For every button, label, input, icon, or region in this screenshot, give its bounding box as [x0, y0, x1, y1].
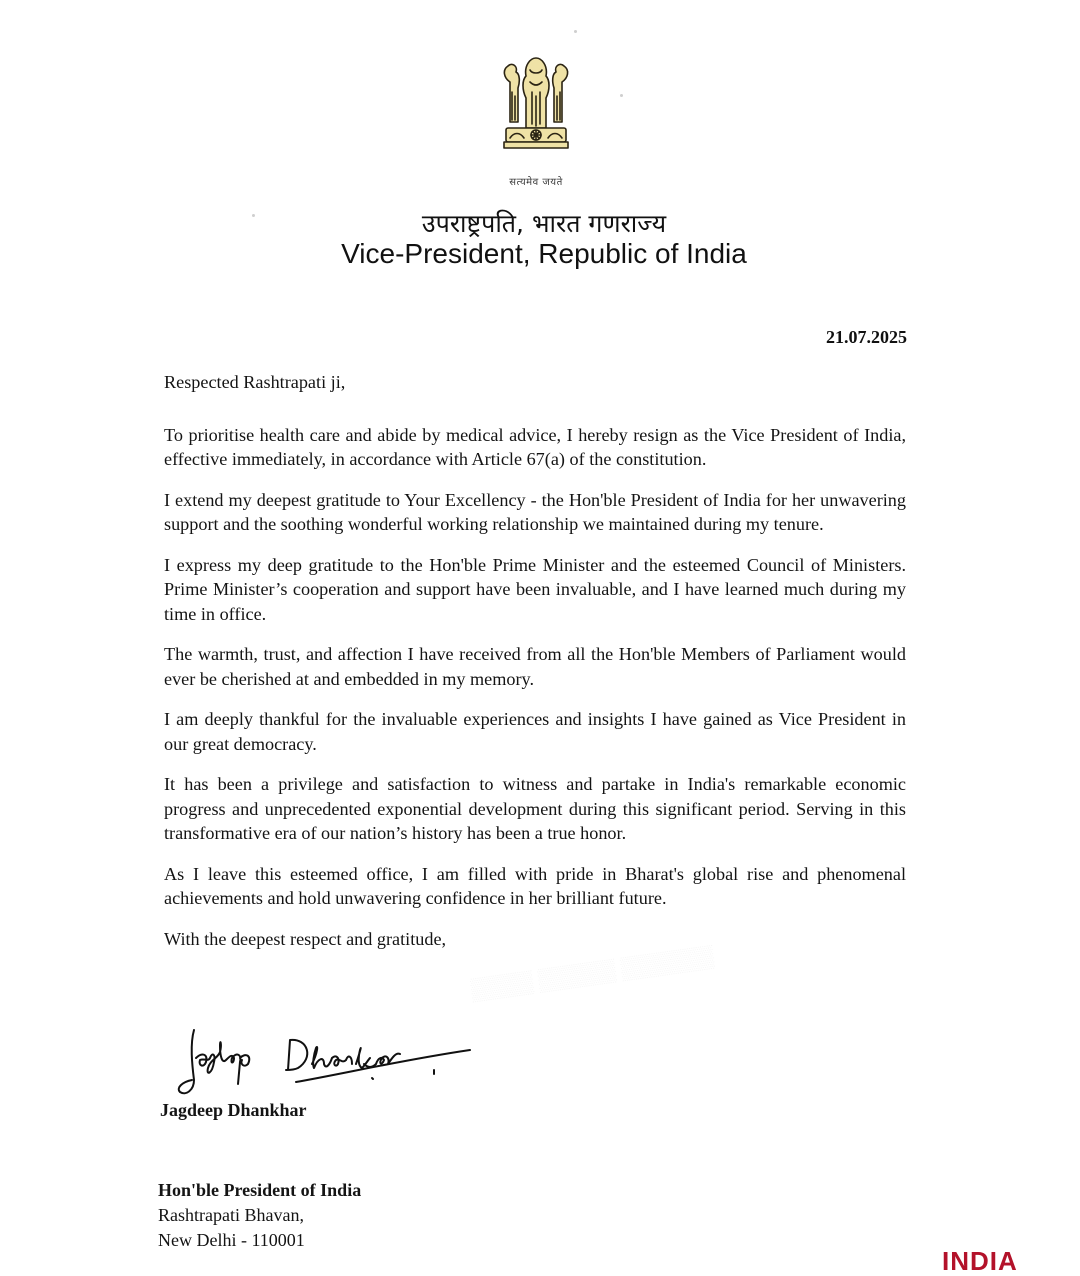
letterhead-title-english: Vice-President, Republic of India — [341, 238, 747, 269]
scan-speck — [252, 214, 255, 217]
paragraph: It has been a privilege and satisfaction to witness and partake in India's remarkable economic progress and unprecedented exponential development during this significant period. Serving in this transformative era of our nation’s history has been a true honor. — [164, 774, 906, 843]
signature-icon — [172, 1024, 472, 1104]
paragraph: I extend my deepest gratitude to Your Excellency - the Hon'ble President of India for her unwavering support and the soothing wonderful working relationship we maintained during my tenure. — [164, 489, 906, 534]
paragraph: As I leave this esteemed office, I am filled with pride in Bharat's global rise and phenomenal achievements and hold unwavering confidence in her brilliant future. — [164, 863, 906, 908]
paragraph: The warmth, trust, and affection I have received from all the Hon'ble Members of Parliament would ever be cherished at and embedded in my memory. — [164, 644, 906, 689]
letter-body — [164, 370, 906, 951]
letterhead-title-hindi: उपराष्ट्रपति, भारत गणराज्य — [421, 209, 667, 238]
source-watermark-tag: INDIA — [942, 1246, 1018, 1276]
addressee-address-line-2: New Delhi - 110001 — [158, 1230, 305, 1250]
addressee-block — [158, 1178, 361, 1253]
emblem-motto: सत्यमेव जयते — [509, 177, 563, 188]
bleed-through-watermark — [469, 943, 715, 1003]
lion-capital-icon — [496, 52, 576, 172]
signatory-name: Jagdeep Dhankhar — [160, 1100, 307, 1120]
salutation: Respected Rashtrapati ji, — [164, 372, 346, 392]
scan-speck — [620, 94, 623, 97]
paragraph: To prioritise health care and abide by medical advice, I hereby resign as the Vice President of India, effective immediately, in accordance with Article 67(a) of the constitution. — [164, 424, 906, 469]
paragraph: I am deeply thankful for the invaluable experiences and insights I have gained as Vice President in our great democracy. — [164, 709, 906, 754]
addressee-address-line-1: Rashtrapati Bhavan, — [158, 1205, 304, 1225]
scan-speck — [574, 30, 577, 33]
paragraph: I express my deep gratitude to the Hon'ble Prime Minister and the esteemed Council of Ministers. Prime Minister’s cooperation and support have been invaluable, and I have learned much during my time in office. — [164, 554, 906, 624]
closing-line: With the deepest respect and gratitude, — [164, 928, 447, 949]
letter-date: 21.07.2025 — [826, 327, 907, 347]
state-emblem — [496, 52, 576, 192]
handwritten-signature — [172, 1024, 472, 1104]
addressee-title: Hon'ble President of India — [158, 1180, 362, 1200]
